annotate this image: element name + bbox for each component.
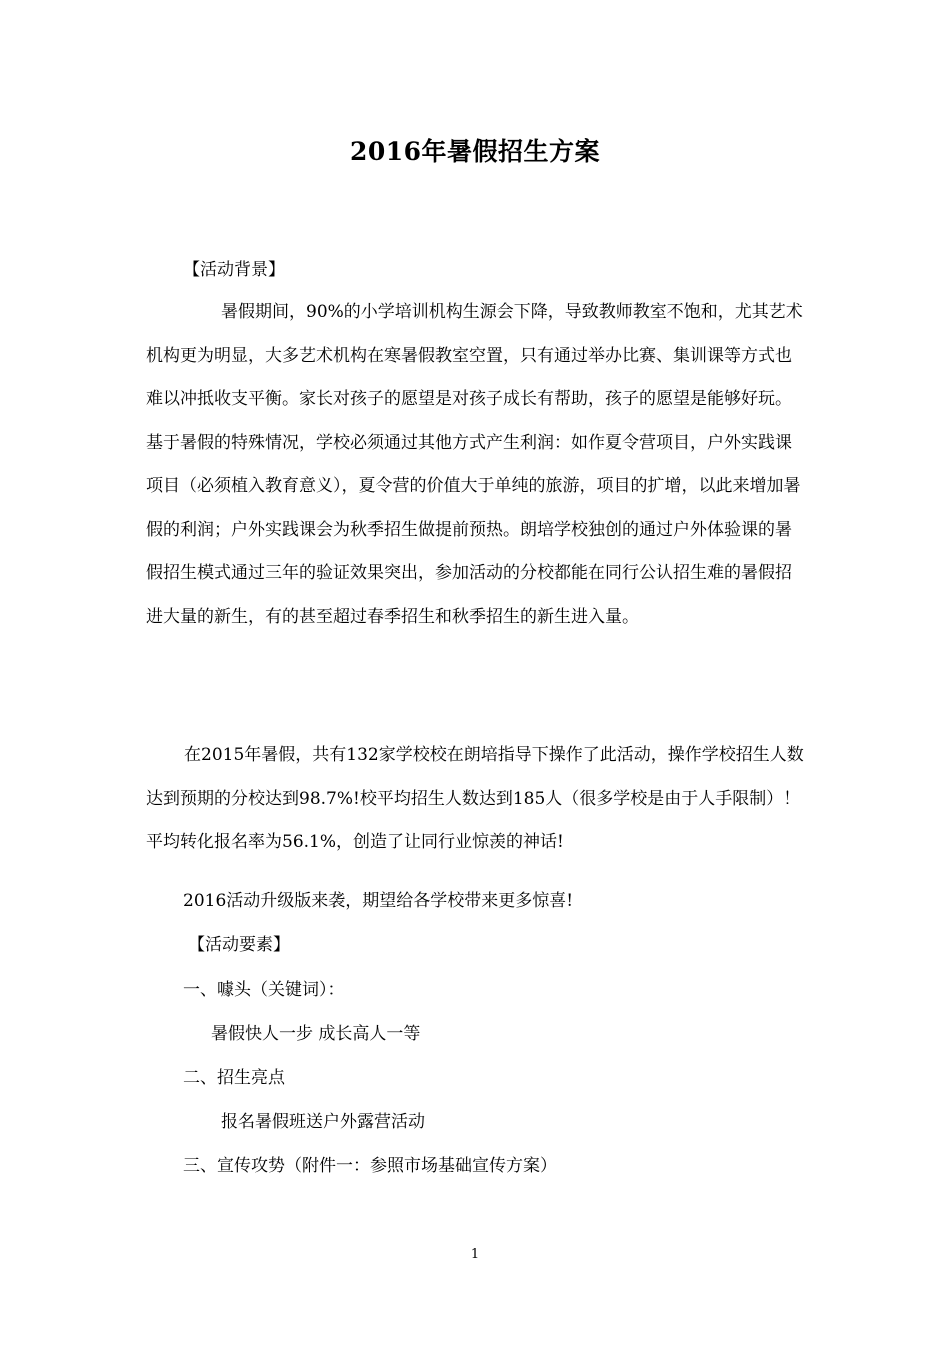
document-title: 2016年暑假招生方案 <box>349 137 601 166</box>
item2-heading: 二、招生亮点 <box>183 1068 285 1088</box>
item1-heading: 一、噱头（关键词）： <box>183 980 345 1000</box>
upgrade-line: 2016活动升级版来袭，期望给各学校带来更多惊喜! <box>183 891 574 911</box>
section-heading-background: 【活动背景】 <box>183 260 285 280</box>
item1-content: 暑假快人一步 成长高人一等 <box>211 1024 421 1044</box>
page-number: 1 <box>470 1247 480 1262</box>
section-heading-elements: 【活动要素】 <box>188 935 290 955</box>
stats-paragraph: 在2015年暑假，共有132家学校校在朗培指导下操作了此活动，操作学校招生人数达到预期的分校达到98.7%!校平均招生人数达到185人（很多学校是由于人手限制）！平均转化报名率为56.1%，创造了让同行业惊羡的神话! <box>146 745 804 852</box>
background-paragraph: 暑假期间，90%的小学培训机构生源会下降，导致教师教室不饱和，尤其艺术机构更为明显，大多艺术机构在寒暑假教室空置，只有通过举办比赛、集训课等方式也难以冲抵收支平衡。家长对孩子的愿望是对孩子成长有帮助，孩子的愿望是能够好玩。基于暑假的特殊情况，学校必须通过其他方式产生利润：如作夏令营项目，户外实践课项目（必须植入教育意义），夏令营的价值大于单纯的旅游，项目的扩增，以此来增加暑假的利润；户外实践课会为秋季招生做提前预热。朗培学校独创的通过户外体验课的暑假招生模式通过三年的验证效果突出，参加活动的分校都能在同行公认招生难的暑假招进大量的新生，有的甚至超过春季招生和秋季招生的新生进入量。 <box>146 302 803 627</box>
item3-heading: 三、宣传攻势（附件一：参照市场基础宣传方案） <box>183 1156 557 1176</box>
item2-content: 报名暑假班送户外露营活动 <box>221 1112 425 1132</box>
